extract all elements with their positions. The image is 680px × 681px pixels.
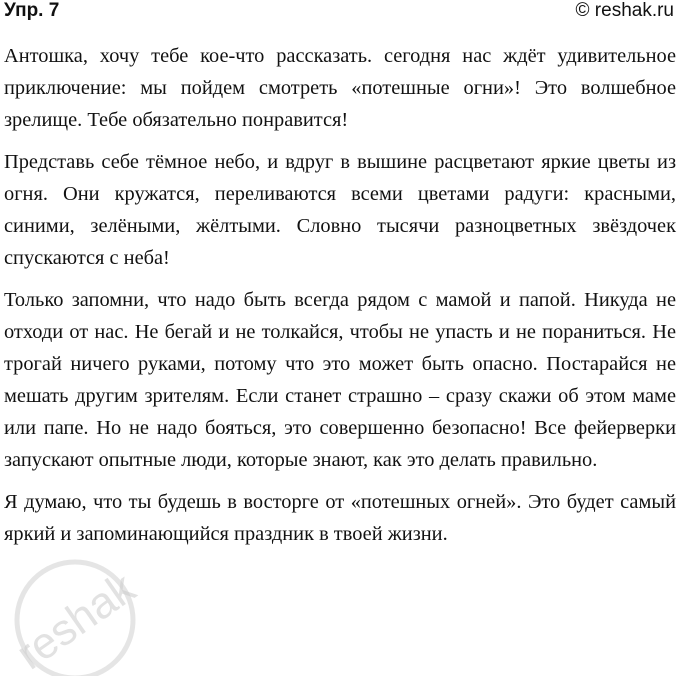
exercise-title: Упр. 7 [4, 0, 60, 21]
svg-text:reshak: reshak [7, 563, 145, 676]
exercise-text [4, 40, 676, 560]
source-credit: © reshak.ru [575, 0, 674, 21]
paragraph-2: Представь себе тёмное небо, и вдруг в вышине расцветают яркие цветы из огня. Они кружатся, переливаются всеми цветами радуги: красными, синими, зелёными, жёлтыми. Словно тысячи разноцветных звёздочек спускаются с неба! [4, 151, 676, 269]
page-header [0, 0, 680, 26]
paragraph-3: Только запомни, что надо быть всегда рядом с мамой и папой. Никуда не отходи от нас. Не бегай и не толкайся, чтобы не упасть и не пораниться. Не трогай ничего руками, потому что это может быть опасно. Постарайся не мешать другим зрителям. Если станет страшно – сразу скажи об этом маме или папе. Но не надо бояться, это совершенно безопасно! Все фейерверки запускают опытные люди, которые знают, как это делать правильно. [4, 289, 676, 471]
watermark-icon [0, 540, 150, 676]
paragraph-1: Антошка, хочу тебе кое-что рассказать. сегодня нас ждёт удивительное приключение: мы пойдем смотреть «потешные огни»! Это волшебное зрелище. Тебе обязательно понравится! [4, 45, 676, 131]
paragraph-4: Я думаю, что ты будешь в восторге от «потешных огней». Это будет самый яркий и запоминающийся праздник в твоей жизни. [4, 491, 676, 545]
watermark-logo [0, 540, 150, 676]
